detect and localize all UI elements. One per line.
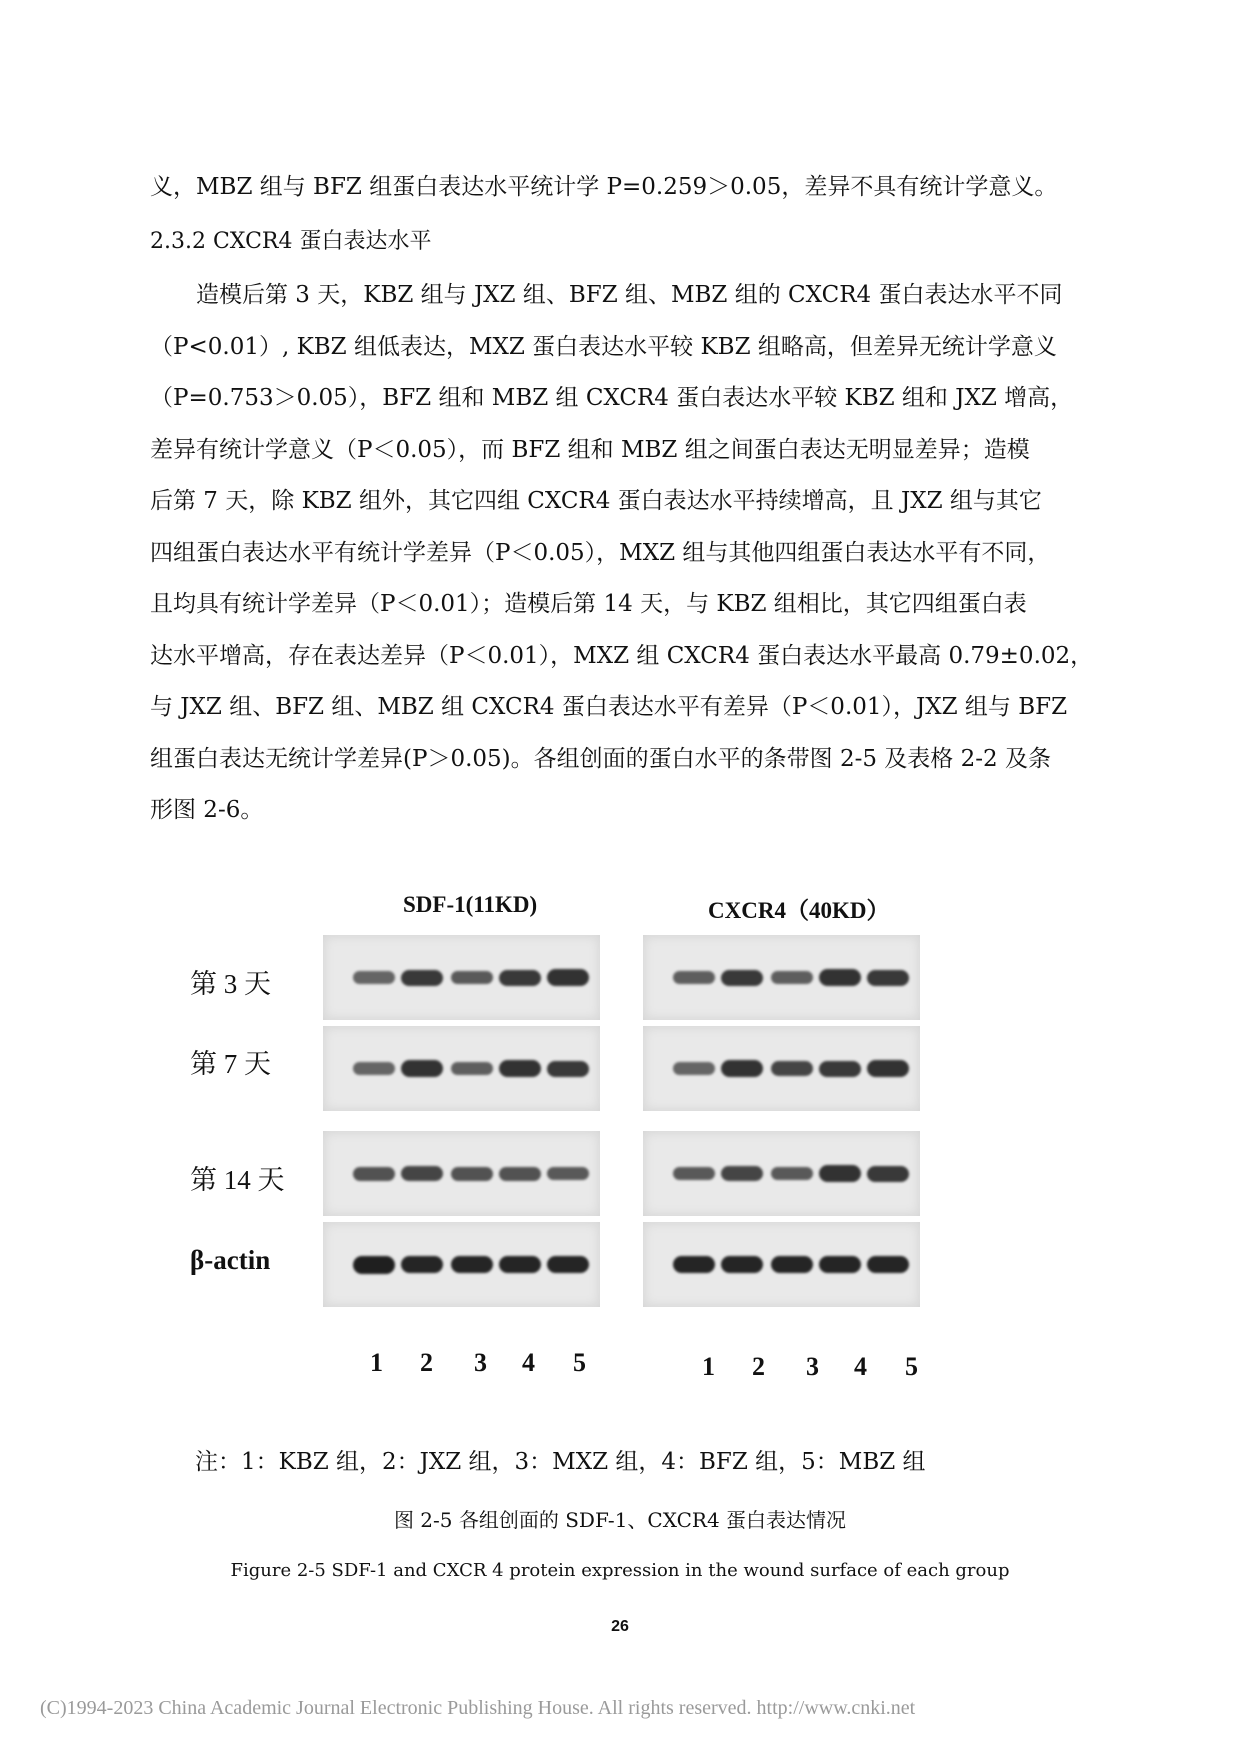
blot-band xyxy=(819,1165,861,1182)
blot-band xyxy=(771,1256,813,1274)
body-line: 造模后第 3 天，KBZ 组与 JXZ 组、BFZ 组、MBZ 组的 CXCR4 蛋白表达水平不同 xyxy=(150,282,1063,308)
blot-band xyxy=(819,1256,861,1274)
blot-band xyxy=(547,1061,589,1077)
blot-panel xyxy=(643,1222,920,1307)
col-title-sdf1: SDF-1(11KD) xyxy=(403,892,538,917)
body-line: 差异有统计学意义（P＜0.05），而 BFZ 组和 MBZ 组之间蛋白表达无明显差异；造模 xyxy=(150,436,1030,463)
blot-band xyxy=(867,1256,909,1274)
blot-band xyxy=(401,1166,443,1181)
blot-band xyxy=(499,970,541,986)
row-label-beta-actin: β-actin xyxy=(190,1245,271,1275)
row-label-day14: 第 14 天 xyxy=(190,1165,285,1195)
western-blot-figure xyxy=(180,880,980,1440)
blot-band xyxy=(353,971,395,984)
lane-number: 4 xyxy=(854,1352,867,1381)
copyright-footer: (C)1994-2023 China Academic Journal Electronic Publishing House. All rights reserved. http://www.cnki.net xyxy=(40,1697,916,1719)
blot-band xyxy=(401,970,443,986)
blot-band xyxy=(547,1256,589,1274)
figure-caption-cn: 图 2-5 各组创面的 SDF-1、CXCR4 蛋白表达情况 xyxy=(393,1508,847,1532)
body-line: 与 JXZ 组、BFZ 组、MBZ 组 CXCR4 蛋白表达水平有差异（P＜0.01），JXZ 组与 BFZ xyxy=(150,694,1068,720)
blot-band xyxy=(499,1060,541,1077)
blot-band xyxy=(499,1256,541,1274)
lane-number: 4 xyxy=(522,1348,535,1377)
row-label-day3: 第 3 天 xyxy=(190,969,271,999)
lane-number: 2 xyxy=(420,1348,433,1377)
figure-caption-en: Figure 2-5 SDF-1 and CXCR 4 protein expression in the wound surface of each group xyxy=(230,1560,1010,1581)
section-heading: 2.3.2 CXCR4 蛋白表达水平 xyxy=(150,229,432,254)
blot-band xyxy=(867,970,909,986)
lane-number: 5 xyxy=(905,1352,918,1381)
lane-number: 1 xyxy=(370,1348,383,1377)
body-line-top: 义，MBZ 组与 BFZ 组蛋白表达水平统计学 P=0.259＞0.05，差异不具有统计学意义。 xyxy=(150,174,1058,200)
blot-band xyxy=(673,1167,715,1181)
blot-panel xyxy=(323,1131,600,1216)
blot-band xyxy=(451,1062,493,1075)
blot-panel xyxy=(643,1131,920,1216)
lane-number: 5 xyxy=(573,1348,586,1377)
figure-note: 注：1：KBZ 组，2：JXZ 组，3：MXZ 组，4：BFZ 组，5：MBZ 组 xyxy=(195,1449,926,1475)
blot-band xyxy=(771,1167,813,1181)
blot-band xyxy=(721,1166,763,1181)
blot-band xyxy=(771,971,813,984)
blot-band xyxy=(867,1060,909,1077)
blot-band xyxy=(721,1060,763,1077)
blot-panel xyxy=(323,1026,600,1111)
blot-band xyxy=(673,1256,715,1274)
blot-band xyxy=(499,1167,541,1181)
lane-numbers-right xyxy=(180,1352,980,1392)
blot-panel xyxy=(643,935,920,1020)
body-line: （P<0.01）, KBZ 组低表达，MXZ 蛋白表达水平较 KBZ 组略高，但差异无统计学意义 xyxy=(150,333,1057,360)
blot-band xyxy=(819,1061,861,1077)
body-line: （P=0.753＞0.05），BFZ 组和 MBZ 组 CXCR4 蛋白表达水平较 KBZ 组和 JXZ 增高， xyxy=(150,385,1074,411)
blot-panel xyxy=(323,1222,600,1307)
blot-band xyxy=(867,1166,909,1182)
lane-number: 3 xyxy=(474,1348,487,1377)
body-line: 后第 7 天，除 KBZ 组外，其它四组 CXCR4 蛋白表达水平持续增高，且 JXZ 组与其它 xyxy=(150,488,1042,514)
blot-band xyxy=(451,971,493,985)
blot-band xyxy=(353,1167,395,1181)
page-number: 26 xyxy=(611,1618,629,1635)
blot-band xyxy=(451,1256,493,1274)
blot-band xyxy=(547,969,589,986)
blot-band xyxy=(771,1061,813,1076)
blot-band xyxy=(401,1256,443,1274)
blot-band xyxy=(547,1167,589,1181)
lane-number: 1 xyxy=(702,1352,715,1381)
blot-band xyxy=(451,1167,493,1181)
blot-band xyxy=(673,1062,715,1075)
blot-band xyxy=(401,1060,443,1077)
blot-band xyxy=(721,1256,763,1274)
row-label-day7: 第 7 天 xyxy=(190,1049,271,1079)
body-line: 组蛋白表达无统计学差异(P＞0.05)。各组创面的蛋白水平的条带图 2-5 及表格 2-2 及条 xyxy=(150,745,1051,772)
blot-panel xyxy=(323,935,600,1020)
col-title-cxcr4: CXCR4（40KD） xyxy=(708,898,890,923)
blot-band xyxy=(673,971,715,984)
blot-band xyxy=(353,1062,395,1075)
blot-panel xyxy=(643,1026,920,1111)
blot-band xyxy=(353,1256,395,1274)
body-line: 四组蛋白表达水平有统计学差异（P＜0.05），MXZ 组与其他四组蛋白表达水平有不同， xyxy=(150,539,1051,566)
lane-number: 3 xyxy=(806,1352,819,1381)
body-line: 形图 2-6。 xyxy=(150,797,264,823)
blot-band xyxy=(819,969,861,986)
blot-band xyxy=(721,970,763,986)
lane-number: 2 xyxy=(752,1352,765,1381)
body-line: 且均具有统计学差异（P＜0.01）；造模后第 14 天，与 KBZ 组相比，其它四组蛋白表 xyxy=(150,591,1027,617)
body-line: 达水平增高，存在表达差异（P＜0.01），MXZ 组 CXCR4 蛋白表达水平最高 0.79±0.02， xyxy=(150,642,1094,669)
